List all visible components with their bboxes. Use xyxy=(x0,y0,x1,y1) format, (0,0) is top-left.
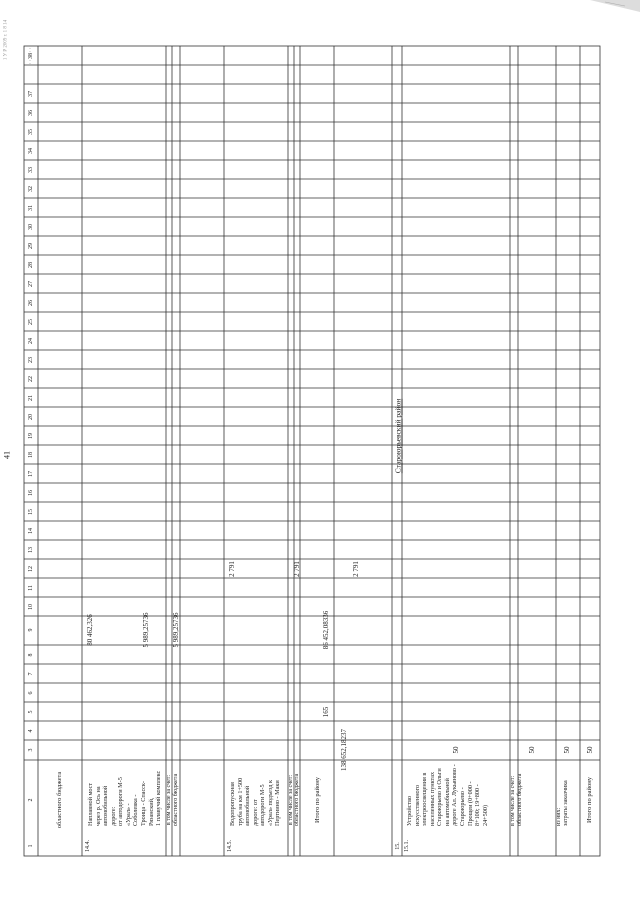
row5-name: Водопропускная труба на км 1+500 автомобильной дороге: от автодороги М-5 «Урал» подъезд к Пертиино - Маки xyxy=(229,777,282,826)
col-num-30: 30 xyxy=(28,224,34,230)
col-num-23: 23 xyxy=(28,357,34,363)
row9-num: 15. xyxy=(395,842,401,850)
col-num-10: 10 xyxy=(28,604,34,610)
row3-name: в том числе за счет: xyxy=(166,774,172,826)
row12-col3: 50 xyxy=(563,746,571,754)
col-num-34: 34 xyxy=(28,148,34,154)
row12-name: из них: затраты заказчика xyxy=(556,780,570,826)
row11-col3: 50 xyxy=(528,746,536,754)
col-num-38: 38 xyxy=(28,53,34,59)
col-num-24: 24 xyxy=(28,338,34,344)
row8-col3: 138 652,18237 xyxy=(340,729,348,771)
col-num-33: 33 xyxy=(28,167,34,173)
col-num-19: 19 xyxy=(28,433,34,439)
col-num-18: 18 xyxy=(28,452,34,458)
row7-name: областного бюджета xyxy=(294,773,300,827)
row13-col3: 50 xyxy=(586,746,594,754)
col-num-35: 35 xyxy=(28,129,34,135)
row7-col12: 2 791 xyxy=(293,561,301,577)
col-num-4: 4 xyxy=(28,729,34,733)
row4-name: областного бюджета xyxy=(173,773,179,827)
col-num-13: 13 xyxy=(28,547,34,553)
col-num-7: 7 xyxy=(28,672,34,676)
col-num-37: 37 xyxy=(28,91,34,97)
col-num-1: 1 xyxy=(28,844,34,848)
row2-name: Наплавной мост через р. Ось на автомобильной дороге: от автодороги М-5 «Урал» - Соболевка - Троица - Спасск- Рязанский, 1 плавучий комплекс xyxy=(87,770,163,826)
row10-col3: 50 xyxy=(452,746,460,754)
row2-col9: 80 462,326 xyxy=(86,614,94,646)
row2-num: 14.4. xyxy=(85,840,91,852)
col-num-5: 5 xyxy=(28,710,34,714)
col-num-29: 29 xyxy=(28,243,34,249)
col-num-14: 14 xyxy=(28,528,34,534)
row13-name: Итого по району xyxy=(585,776,593,824)
page-number: 41 xyxy=(2,451,12,459)
row5-col12: 2 791 xyxy=(228,561,236,577)
col-num-9: 9 xyxy=(28,628,34,632)
row2-col9b: 5 989,25736 xyxy=(142,612,150,648)
col-num-32: 32 xyxy=(28,186,34,192)
row4-col9: 5 989,25736 xyxy=(172,612,180,648)
col-num-36: 36 xyxy=(28,110,34,116)
row8-col12: 2 791 xyxy=(352,561,360,577)
scan-noise: 1 У Р 2009 г. 1 8 14 xyxy=(3,19,9,61)
row1-name: областного бюджета xyxy=(55,771,63,829)
col-num-20: 20 xyxy=(28,414,34,420)
col-num-2: 2 xyxy=(28,798,34,802)
col-num-26: 26 xyxy=(28,300,34,306)
row10-num: 15.1. xyxy=(404,840,410,852)
col-num-16: 16 xyxy=(28,490,34,496)
col-num-15: 15 xyxy=(28,509,34,515)
col-num-22: 22 xyxy=(28,376,34,382)
row8-col9: 86 452,08336 xyxy=(322,610,330,650)
col-num-3: 3 xyxy=(28,748,34,752)
col-num-11: 11 xyxy=(28,585,34,591)
col-num-25: 25 xyxy=(28,319,34,325)
row5-num: 14.5. xyxy=(227,840,233,852)
row6-name: в том числе за счет: xyxy=(288,774,294,826)
section-title: Староюрьевский район xyxy=(393,398,403,474)
col-num-6: 6 xyxy=(28,691,34,695)
col-num-8: 8 xyxy=(28,653,34,657)
col-num-17: 17 xyxy=(28,471,34,477)
col-num-12: 12 xyxy=(28,566,34,572)
col-num-31: 31 xyxy=(28,205,34,211)
row11-name: в том числе за счет: областного бюджета xyxy=(510,773,524,826)
row8-col5: 165 xyxy=(322,706,330,718)
row8-name: Итого по району xyxy=(313,776,321,824)
row10-name: Устройство искусственного электроосвещения в населенных пунктах Староюрьево и Ольги на автомобильной дороге Ал. Лукьяново - Староюрьево - Прощеи (0+000 - 8+100; 19+800 - 24+500) xyxy=(406,764,489,826)
col-num-27: 27 xyxy=(28,281,34,287)
col-num-21: 21 xyxy=(28,395,34,401)
col-num-28: 28 xyxy=(28,262,34,268)
